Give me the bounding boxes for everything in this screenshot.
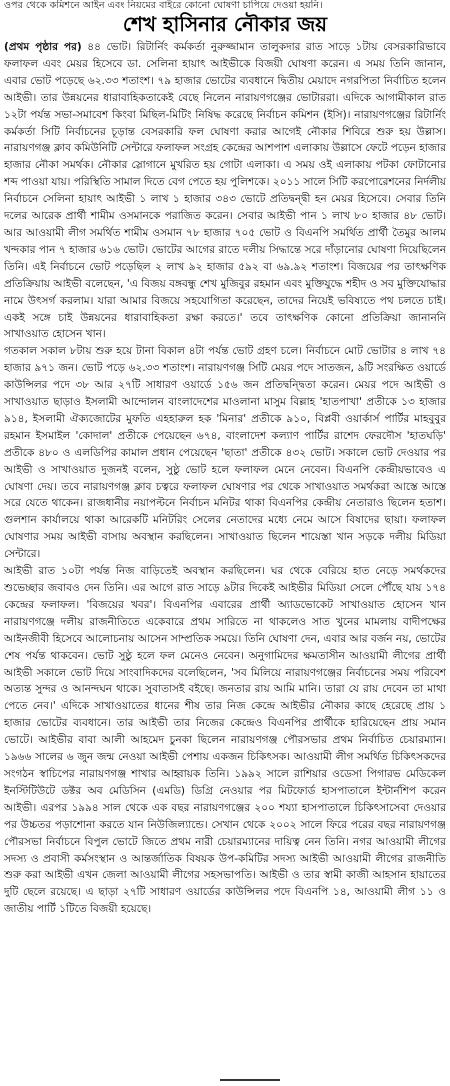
paragraph-text: গতকাল সকাল ৮টায় শুরু হয়ে টানা বিকাল ৪টা পর্যন্ত ভোট গ্রহণ চলে। নির্বাচনে মোট ভোটার ৪ লাখ ৭৪ হাজার ৯৭১ জন। ভোট পড়ে ৬২.৩৩ শতাংশ। নারায়ণগঞ্জ সিটি মেয়র পদে সাতজন, ৯টি সংরক্ষিত ওয়ার্ডে কাউন্সিলর পদে ৩৮ আর ২৭টি সাধারণ ওয়ার্ডে ১৫৬ জন প্রতিদ্বন্দ্বিতা করেন। মেয়র পদে আইভী ও সাখাওয়াত ছাড়াও ইসলামী আন্দোলন বাংলাদেশের মাওলানা মাসুম বিল্লাহ 'হাতপাখা' প্রতীকে ১৩ হাজার ৯১৪, ইসলামী ঐক্যজোটের মুফতি এহহারুল হক 'মিনার' প্রতীকে ৯১০, বিপ্লবী ওয়ার্কার্স পার্টির মাহবুবুর রহমান ইসমাইল 'কোদাল' প্রতীকে পেয়েছেন ৬৭৪, বাংলাদেশ কল্যাণ পার্টির রাশেদ ফেরদৌস 'হাতঘড়ি' প্রতীকে ৪৮০ ও এলডিপির কামাল প্রধান পেয়েছেন 'ছাতা' প্রতীকে ৪৩২ ভোট। সকালে ভোট দেওয়ার পর আইভী ও সাখাওয়াত দুজনই বলেন, সুষ্ঠু ভোট হলে ফলাফল মেনে নেবেন। বিএনপি কেন্দ্রীয়ভাবেও এ ঘোষণা দেয়। তবে নারায়ণগঞ্জ ক্লাব চত্বরে ফলাফল ঘোষণার পর থেকে সাখাওয়াত সমর্থকরা আস্তে আস্তে সরে যেতে থাকেন। রাজধানীর নয়াপল্টনে নির্বাচন মনিটর থাকা বিএনপির কেন্দ্রীয় নেতারাও ছিলেন হতাশ। গুলশান কার্যালয়ে থাকা আরেকটি মনিটরিং সেলের নেতাদের মধ্যে নেমে আসে বিষাদের ছায়া। ফলাফল ঘোষণার সময় আইভী বাসায় অবস্থান করছিলেন। সাখাওয়াত ছিলেন শায়েস্তা খান সড়কে দলীয় মিডিয়া সেন্টারে। xyxy=(4,345,446,561)
article-paragraph xyxy=(4,563,446,918)
article-paragraph xyxy=(4,39,446,343)
previous-article-fragment: ওপর থেকে কমিশনে আইন এবং নিয়মের বাইরে কোনো ঘোষণা চাপিয়ে দেওয়া হয়নি। xyxy=(4,0,323,11)
page-edge-mark xyxy=(100,1072,350,1086)
article-body xyxy=(4,39,446,1074)
article-headline: শেখ হাসিনার নৌকার জয় xyxy=(122,12,328,36)
divider xyxy=(220,1079,280,1081)
article-paragraph xyxy=(4,343,446,563)
continued-label: (প্রথম পৃষ্ঠার পর) xyxy=(4,41,82,53)
paragraph-text: ৪৪ ভোট। রিটার্নিং কর্মকর্তা নুরুজ্জামান তালুকদার রাত সাড়ে ১টায় বেসরকারিভাবে ফলাফল এবং মেয়র হিসেবে ডা. সেলিনা হায়াৎ আইভীকে বিজয়ী ঘোষণা করেন। এ সময় তিনি জানান, এবার ভোট পড়েছে ৬২.৩৩ শতাংশ। ৭৯ হাজার ভোটের ব্যবধানে দ্বিতীয় মেয়াদে নগরপিতা নির্বাচিত হলেন আইভী। তার উন্নয়নের ধারাবাহিকতাকেই বেছে নিলেন নারায়ণগঞ্জের ভোটাররা। এদিকে আগামীকাল রাত ১২টা পর্যন্ত সভা-সমাবেশ কিংবা মিছিল-মিটিং নিষিদ্ধ করেছে নির্বাচন কমিশন (ইসি)। নারায়ণগঞ্জের রিটার্নিং কর্মকর্তা সিটি নির্বাচনের চূড়ান্ত বেসরকারি ফল ঘোষণা করার আগেই নৌকার শিবিরে শুরু হয় উল্লাস। নারায়ণগঞ্জ ক্লাব কমিউনিটি সেন্টারে ফলাফল সংগ্রহ কেন্দ্রের আশপাশ এলাকায় উল্লাসে ফেটে পড়েন হাজার হাজার নৌকা সমর্থক। নৌকার স্লোগানে মুখরিত হয় গোটা এলাকা। এ সময় ওই এলাকায় পটকা ফোটানোর শব্দ পাওয়া যায়। পরিস্থিতি সামাল দিতে বেগ পেতে হয় পুলিশকে। ২০১১ সালে সিটি করপোরেশনের নির্দলীয় নির্বাচনে সেলিনা হায়াৎ আইভী ১ লাখ ১ হাজার ৩৪৩ ভোটে প্রতিদ্বন্দ্বী হন মেয়র হিসেবে। সেবার তিনি দলের আরেক প্রার্থী শামীম ওসমানকে পরাজিত করেন। সেবার আইভী পান ১ লাখ ৮০ হাজার ৪৮ ভোট। আর আওয়ামী লীগ সমর্থিত শামীম ওসমান ৭৮ হাজার ৭০৫ ভোট ও বিএনপি সমর্থিত প্রার্থী তৈমুর আলম খন্দকার পান ৭ হাজার ৬১৬ ভোট। ভোটের আগের রাতে দলীয় সিদ্ধান্তে সরে দাঁড়ানোর ঘোষণা দিয়েছিলেন তিনি। এই নির্বাচনে ভোট পড়েছিল ২ লাখ ৯২ হাজার ৫৯২ বা ৬৯.৯২ শতাংশ। বিজয়ের পর তাৎক্ষণিক প্রতিক্রিয়ায় আইভী বলেছেন, 'এ বিজয় বঙ্গবন্ধু শেখ মুজিবুর রহমান এবং মুক্তিযুদ্ধে শহীদ ও সব মুক্তিযোদ্ধার নামে উৎসর্গ করলাম। যারা আমার বিজয়ে সহযোগিতা করেছেন, তাদের নিয়েই ভবিষ্যতে পথ চলতে চাই। একই সঙ্গে চাই উন্নয়নের ধারাবাহিকতা রক্ষা করতে।' তবে তাৎক্ষণিক কোনো প্রতিক্রিয়া জানাননি সাখাওয়াত হোসেন খান। xyxy=(4,41,446,341)
paragraph-text: আইভী রাত ১০টা পর্যন্ত নিজ বাড়িতেই অবস্থান করছিলেন। ঘর থেকে বেরিয়ে হাত নেড়ে সমর্থকদের শুভেচ্ছার জবাবও দেন তিনি। এর আগে রাত সাড়ে ৯টার দিকেই আইভীর মিডিয়া সেলে পৌঁছে যায় ১৭৪ কেন্দ্রের ফলাফল। 'বিজয়ের খবর'। বিএনপির এবারের প্রার্থী অ্যাডভোকেট সাখাওয়াত হোসেন খান নারায়ণগঞ্জে দলীয় রাজনীতিতে একেবারে প্রথম সারিতে না থাকলেও সাত খুনের মামলায় বাদীপক্ষের আইনজীবী হিসেবে আলোচনায় আসেন সাম্প্রতিক সময়ে। তিনি ঘোষণা দেন, এবার আর বর্জন নয়, ভোটের শেষ পর্যন্ত থাকবেন। ভোট সুষ্ঠু হলে ফল মেনেও নেবেন। অনুগামিদের ক্ষমতাসীন আওয়ামী লীগের প্রার্থী আইভী সকালে ভোট দিয়ে সাংবাদিকদের বলেছিলেন, 'সব মিলিয়ে নারায়ণগঞ্জের নির্বাচনের সময় পরিবেশ অত্যন্ত সুন্দর ও আনন্দঘন থাকে। সুবাতাসই বইছে। জনতার রায় আমি মানি। তারা যে রায় দেবেন তা মাথা পেতে নেব।' এদিকে সাখাওয়াতের ধানের শীষ তার নিজ কেন্দ্রে আইভীর নৌকার কাছে হেরেছে প্রায় ১ হাজার ভোটের ব্যবধানে। তার আইভী তার নিজের কেন্দ্রেও বিএনপির প্রার্থীকে হারিয়েছেন প্রায় সমান ভোটে। আইভীর বাবা আলী আহমেদ চুনকা ছিলেন নারায়ণগঞ্জ পৌরসভার প্রথম নির্বাচিত চেয়ারম্যান। ১৯৬৬ সালের ৬ জুন জন্ম নেওয়া আইভী পেশায় একজন চিকিৎসক। আওয়ামী লীগ সমর্থিত চিকিৎসকদের সংগঠন স্বাচিপের নারায়ণগঞ্জ শাখার আহ্বায়ক তিনি। ১৯৯২ সালে রাশিয়ার ওডেসা পিগারভ মেডিকেল ইনস্টিটিউটে ডক্টর অব মেডিসিন (এমডি) ডিগ্রি নেওয়ার পর মিটফোর্ড হাসপাতালে ইন্টার্নশিপ করেন আইভী। এরপর ১৯৯৪ সাল থেকে এক বছর নারায়ণগঞ্জের ২০০ শয্যা হাসপাতালে চিকিৎসাসেবা দেওয়ার পর উচ্চতর পড়াশোনা করতে যান নিউজিল্যান্ডে। সেখান থেকে ২০০২ সালে ফিরে পরের বছর নারায়ণগঞ্জ পৌরসভা নির্বাচনে বিপুল ভোটে জিতে প্রথম নারী চেয়ারম্যানের দায়িত্ব নেন তিনি। নগর আওয়ামী লীগের সদস্য ও প্রবাসী কর্মসংস্থান ও আন্তর্জাতিক বিষয়ক উপ-কমিটির সদস্য আইভী আওয়ামী লীগের রাজনীতি শুরু করা আইভী এখন জেলা আওয়ামী লীগের সহসভাপতি। আইভী ও তার স্বামী কাজী আহসান হায়াতের দুটি ছেলে রয়েছে। এ ছাড়া ২৭টি সাধারণ ওয়ার্ডের কাউন্সিলর পদে বিএনপি ১৪, আওয়ামী লীগ ১১ ও জাতীয় পার্টি ১টিতে বিজয়ী হয়েছে। xyxy=(4,565,446,916)
